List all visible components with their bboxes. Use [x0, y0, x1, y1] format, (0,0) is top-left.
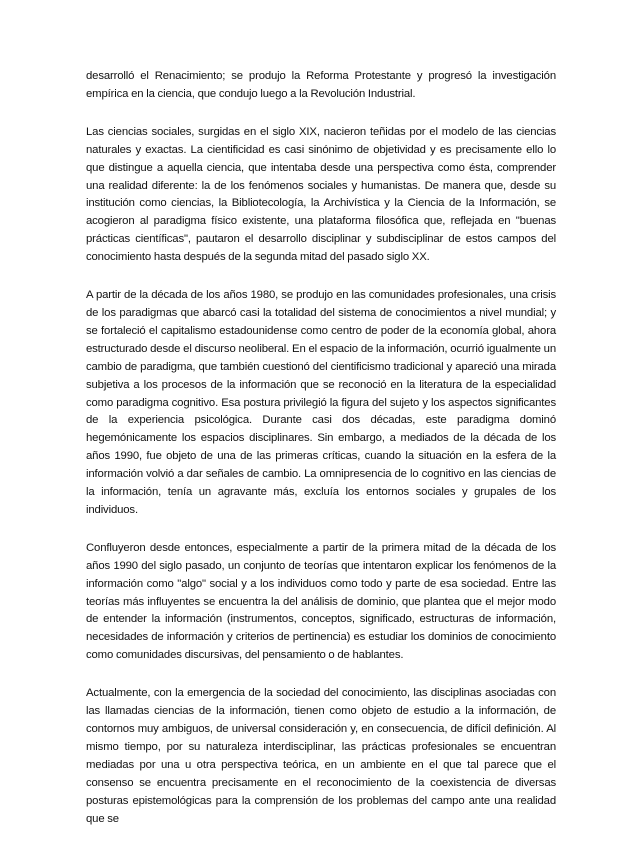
paragraph-actualmente: Actualmente, con la emergencia de la sociedad del conocimiento, las disciplinas asociadas con las llamadas ciencias de la información, tienen como objeto de estudio a la información, de contornos muy ambiguos, de universal consideración y, en consecuencia, de difícil definición. Al mismo tiempo, por su naturaleza interdisciplinar, las prácticas profesionales se encuentran mediadas por una u otra perspectiva teórica, en un ambiente en el que tal parece que el consenso se encuentra precisamente en el reconocimiento de la coexistencia de diversas posturas epistemológicas para la comprensión de los problemas del campo ante una realidad que se: [86, 687, 556, 825]
paragraph-renacimiento: desarrolló el Renacimiento; se produjo la Reforma Protestante y progresó la investigación empírica en la ciencia, que condujo luego a la Revolución Industrial.: [86, 70, 556, 100]
document-page: [86, 68, 556, 848]
paragraph-decada-1980: A partir de la década de los años 1980, se produjo en las comunidades profesionales, una crisis de los paradigmas que abarcó casi la totalidad del sistema de conocimientos a nivel mundial; y se fortaleció el capitalismo estadounidense como centro de poder de la economía global, ahora estructurado desde el discurso neoliberal. En el espacio de la información, ocurrió igualmente un cambio de paradigma, que también cuestionó del cientificismo tradicional y apareció una mirada subjetiva a los procesos de la información que se reconoció en la literatura de la especialidad como paradigma cognitivo. Esa postura privilegió la figura del sujeto y los aspectos significantes de la experiencia psicológica. Durante casi dos décadas, este paradigma dominó hegemónicamente los espacios disciplinares. Sin embargo, a mediados de la década de los años 1990, fue objeto de una de las primeras críticas, cuando la situación en la esfera de la información volvió a dar señales de cambio. La omnipresencia de lo cognitivo en las ciencias de la información, tenía un agravante más, excluía los entornos sociales y grupales de los individuos.: [86, 289, 556, 516]
paragraph-ciencias-sociales: Las ciencias sociales, surgidas en el siglo XIX, nacieron teñidas por el modelo de las ciencias naturales y exactas. La cientificidad es casi sinónimo de objetividad y es precisamente ello lo que distingue a aquella ciencia, que intentaba desde una perspectiva como ésta, comprender una realidad diferente: la de los fenómenos sociales y humanistas. De manera que, desde su institución como ciencias, la Bibliotecología, la Archivística y la Ciencia de la Información, se acogieron al paradigma físico existente, una plataforma filosófica que, reflejada en "buenas prácticas científicas", pautaron el desarrollo disciplinar y subdisciplinar de estos campos del conocimiento hasta después de la segunda mitad del pasado siglo XX.: [86, 125, 556, 264]
paragraph-confluyeron: Confluyeron desde entonces, especialmente a partir de la primera mitad de la década de los años 1990 del siglo pasado, un conjunto de teorías que intentaron explicar los fenómenos de la información como "algo" social y a los individuos como todo y parte de esa sociedad. Entre las teorías más influyentes se encuentra la del análisis de dominio, que plantea que el mejor modo de entender la información (instrumentos, conceptos, significado, estructuras de información, necesidades de información y criterios de pertinencia) es estudiar los dominios de conocimiento como comunidades discursivas, del pensamiento o de hablantes.: [86, 541, 556, 662]
